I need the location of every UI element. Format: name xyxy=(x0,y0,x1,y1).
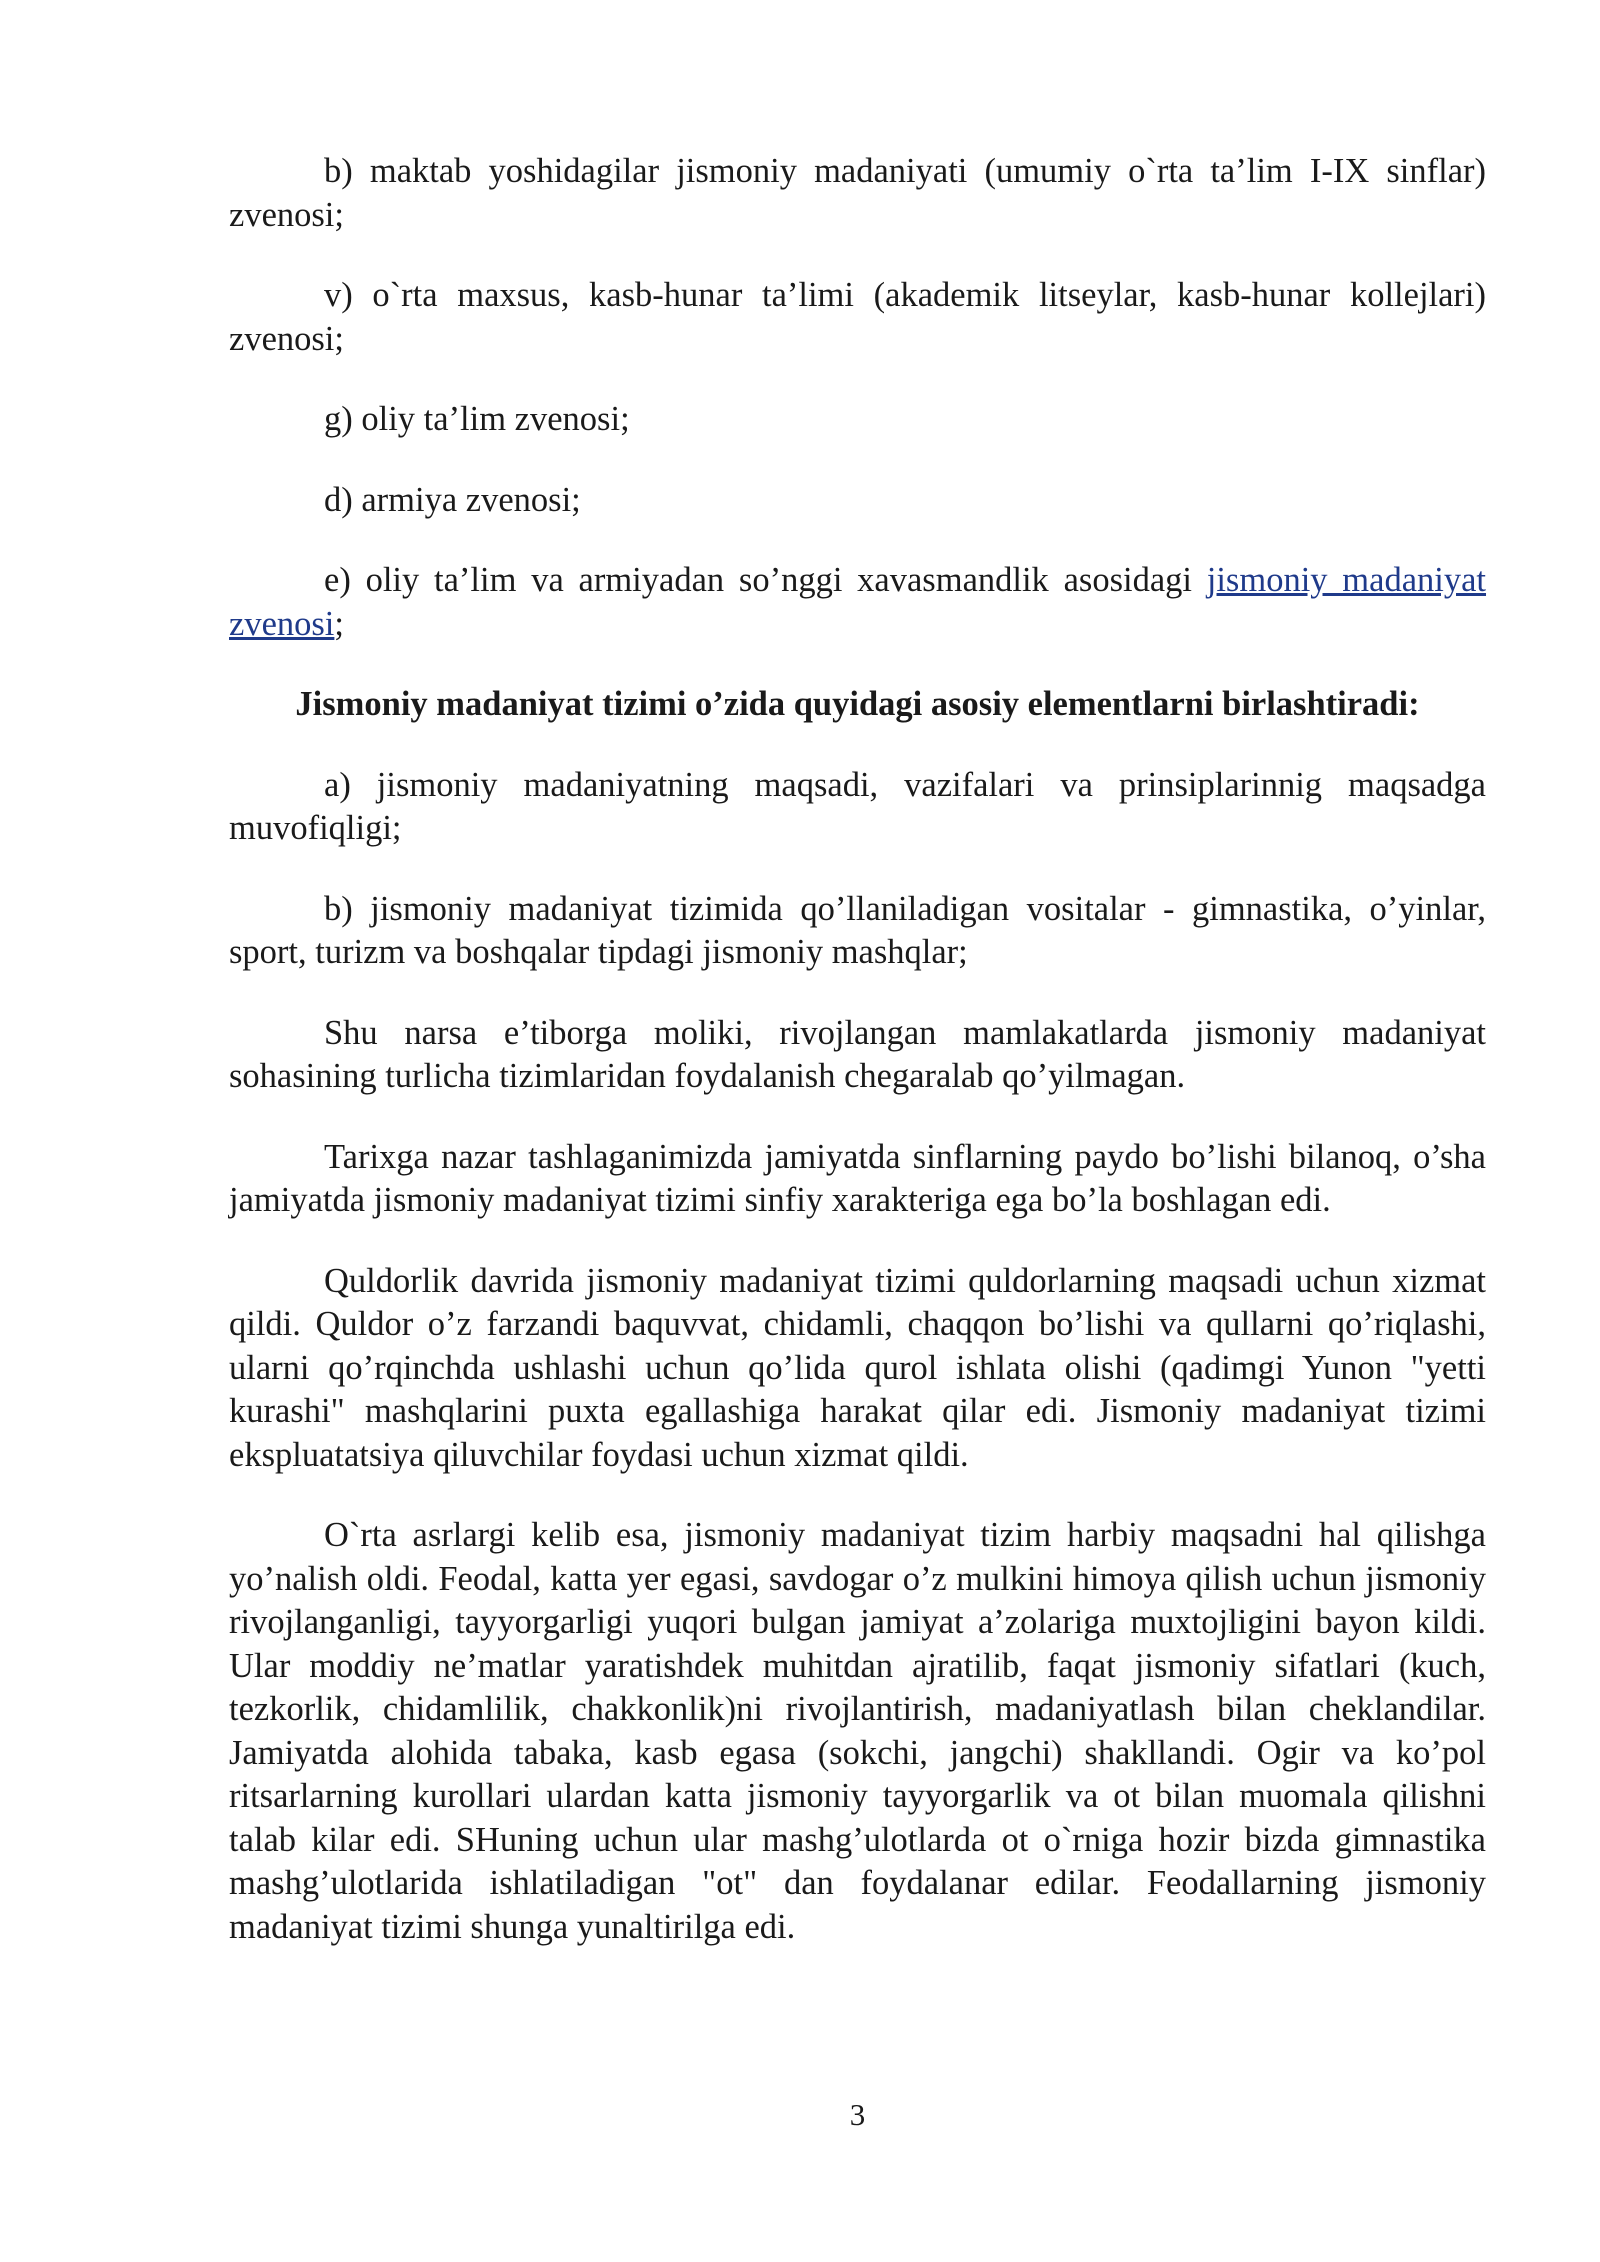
paragraph-developed-countries: Shu narsa e’tiborga moliki, rivojlangan mamlakatlarda jismoniy madaniyat sohasining turlicha tizimlaridan foydalanish chegaralab qo’yilmagan. xyxy=(229,1013,1486,1095)
paragraph-e-end: ; xyxy=(334,604,344,643)
section-heading: Jismoniy madaniyat tizimi o’zida quyidagi asosiy elementlarni birlashtiradi: xyxy=(295,685,1420,723)
paragraph-d-army: d) armiya zvenosi; xyxy=(324,480,581,519)
paragraph-e-text: e) oliy ta’lim va armiyadan so’nggi xavasmandlik asosidagi xyxy=(324,561,1207,599)
paragraph-history: Tarixga nazar tashlaganimizda jamiyatda sinflarning paydo bo’lishi bilanoq, o’sha jamiyatda jismoniy madaniyat tizimi sinfiy xarakteriga ega bo’la boshlagan edi. xyxy=(229,1137,1486,1219)
paragraph-middle-ages: O`rta asrlargi kelib esa, jismoniy madaniyat tizim harbiy maqsadni hal qilishga yo’nalish oldi. Feodal, katta yer egasi, savdogar o’z mulkini himoya qilish uchun jismoniy rivojlanganligi, tayyorgarligi yuqori bulgan jamiyat a’zolariga muxtojligini bayon kildi. Ular moddiy ne’matlar yaratishdek muhitdan ajratilib, faqat jismoniy sifatlari (kuch, tezkorlik, chidamlilik, chakkonlik)ni rivojlantirish, madaniyatlash bilan cheklandilar. Jamiyatda alohida tabaka, kasb egasa (sokchi, jangchi) shakllandi. Ogir va ko’pol ritsarlarning kurollari ulardan katta jismoniy tayyorgarlik va ot bilan muomala qilishni talab kilar edi. SHuning uchun ular mashg’ulotlarda ot o`rniga hozir bizda gimnastika mashg’ulotlarida ishlatiladigan "ot" dan foydalanar edilar. Feodallarning jismoniy madaniyat tizimi shunga yunaltirilga edi. xyxy=(229,1516,1486,1946)
document-page xyxy=(229,150,1486,1986)
paragraph-g-higher-education: g) oliy ta’lim zvenosi; xyxy=(324,400,630,438)
paragraph-b-means: b) jismoniy madaniyat tizimida qo’llaniladigan vositalar - gimnastika, o’yinlar, sport, turizm va boshqalar tipdagi jismoniy mashqlar; xyxy=(229,889,1486,971)
paragraph-e-amateur xyxy=(229,559,1486,646)
paragraph-b-school: b) maktab yoshidagilar jismoniy madaniyati (umumiy o`rta ta’lim I-IX sinflar) zvenosi; xyxy=(229,152,1486,234)
paragraph-v-vocational: v) o`rta maxsus, kasb-hunar ta’limi (akademik litseylar, kasb-hunar kollejlari) zvenosi; xyxy=(229,276,1486,358)
page-number: 3 xyxy=(849,2097,866,2132)
paragraph-slavery-era: Quldorlik davrida jismoniy madaniyat tizimi quldorlarning maqsadi uchun xizmat qildi. Quldor o’z farzandi baquvvat, chidamli, chaqqon bo’lishi va qullarni qo’riqlashi, ularni qo’rqinchda ushlashi uchun qo’lida qurol ishlata olishi (qadimgi Yunon "yetti kurashi" mashqlarini puxta egallashiga harakat qilar edi. Jismoniy madaniyat tizimi ekspluatatsiya qiluvchilar foydasi uchun xizmat qildi. xyxy=(229,1261,1486,1474)
paragraph-a-goals: a) jismoniy madaniyatning maqsadi, vazifalari va prinsiplarinnig maqsadga muvofiqligi; xyxy=(229,765,1486,847)
physical-culture-link[interactable]: jismoniy madaniyat zvenosi xyxy=(229,561,1487,643)
